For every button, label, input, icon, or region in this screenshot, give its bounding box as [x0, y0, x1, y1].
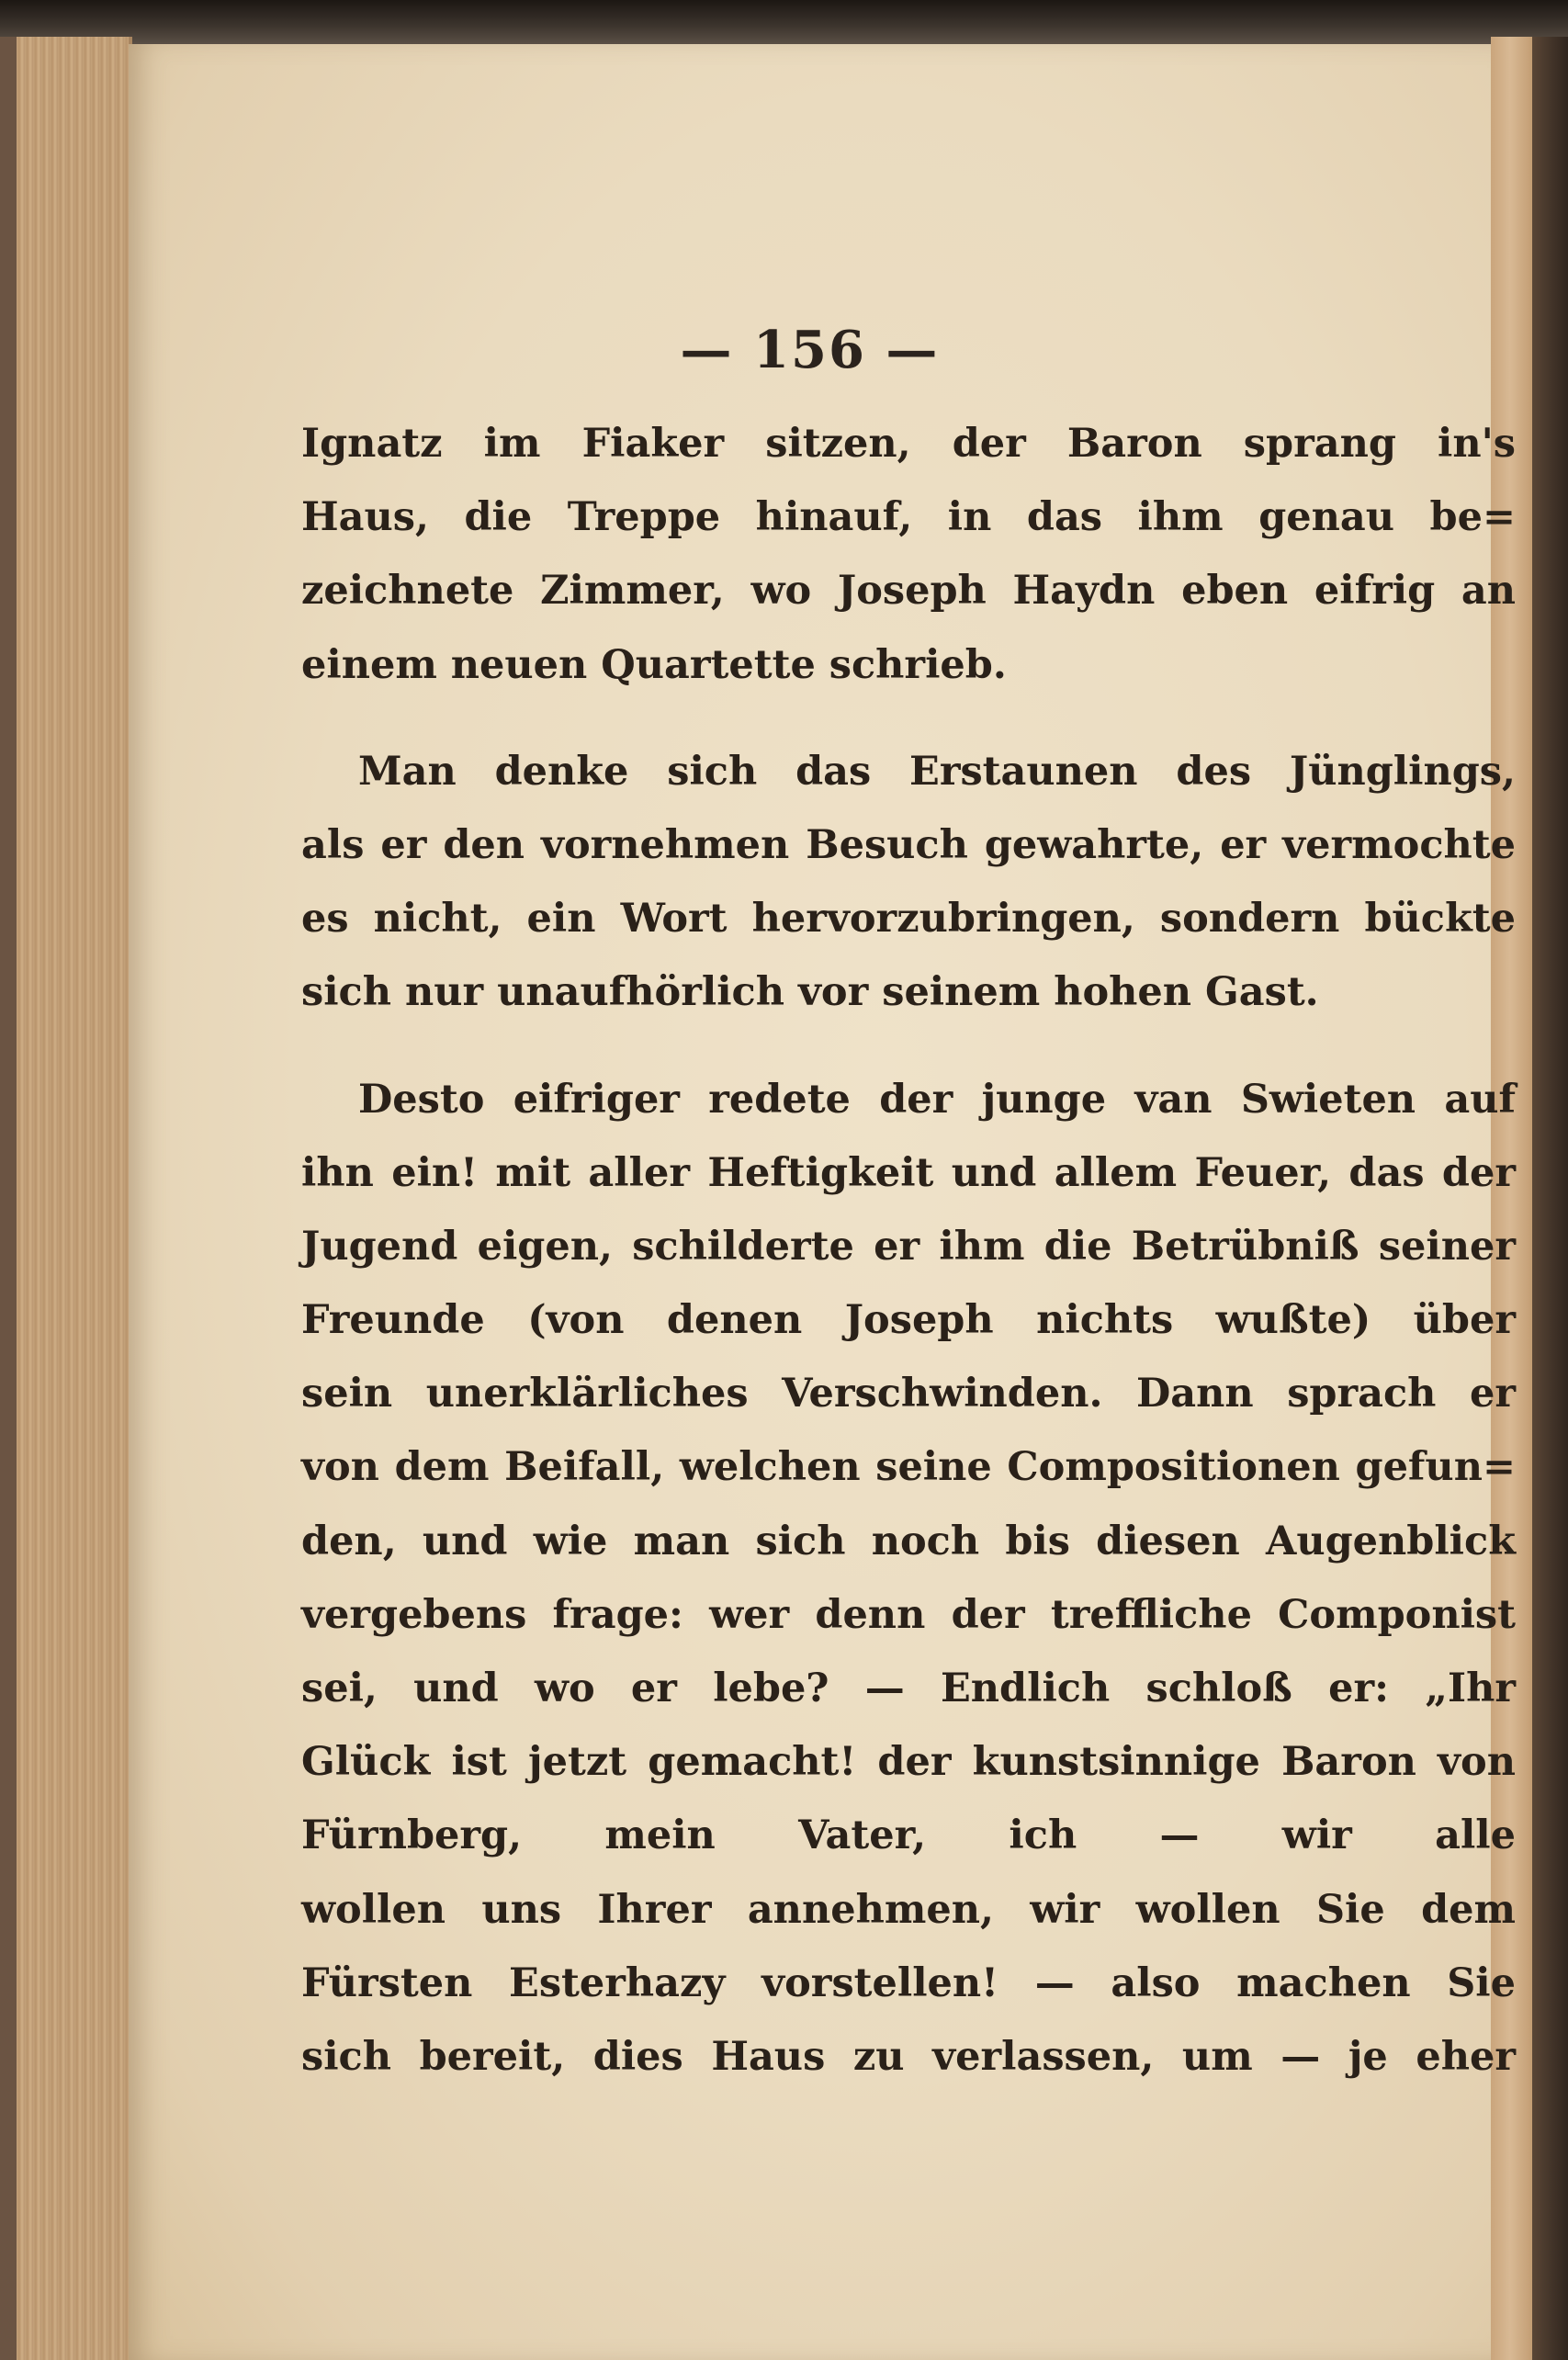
text-line: sein unerklärliches Verschwinden. Dann sprach er	[301, 1371, 1516, 1417]
text-line: Man denke sich das Erstaunen des Jünglings,	[358, 748, 1516, 795]
page-stack-shadow	[0, 37, 17, 2360]
text-line: zeichnete Zimmer, wo Joseph Haydn eben eifrig an	[301, 568, 1516, 615]
text-line: den, und wie man sich noch bis diesen Augenblick	[301, 1518, 1516, 1564]
page-text	[301, 407, 1516, 2094]
page-stack-left	[0, 37, 132, 2360]
text-line: einem neuen Quartette schrieb.	[301, 641, 1007, 688]
text-line: Fürnberg, mein Vater, ich — wir alle	[301, 1812, 1516, 1859]
book-cover-edge-right	[1532, 37, 1568, 2360]
text-line: als er den vornehmen Besuch gewahrte, er vermochte	[301, 821, 1516, 868]
text-line: Glück ist jetzt gemacht! der kunstsinnige Baron von	[301, 1739, 1516, 1786]
text-line: wollen uns Ihrer annehmen, wir wollen Sie dem	[301, 1886, 1516, 1933]
paragraph-gap	[301, 702, 1516, 735]
text-line: sei, und wo er lebe? — Endlich schloß er: „Ihr	[301, 1666, 1516, 1711]
text-line: vergebens frage: wer denn der treffliche Componist	[301, 1591, 1516, 1638]
text-line: von dem Beifall, welchen seine Compositionen gefun=	[301, 1444, 1516, 1491]
text-line: es nicht, ein Wort hervorzubringen, sondern bückte	[301, 896, 1516, 943]
text-line: Desto eifriger redete der junge van Swieten auf	[358, 1076, 1516, 1123]
text-line: Jugend eigen, schilderte er ihm die Betrübniß seiner	[301, 1223, 1516, 1270]
text-line: sich nur unaufhörlich vor seinem hohen Gast.	[301, 969, 1319, 1016]
paragraph-gap	[301, 1030, 1516, 1063]
book-page	[129, 44, 1516, 2360]
text-line: ihn ein! mit aller Heftigkeit und allem Feuer, das der	[301, 1149, 1516, 1196]
text-line: Freunde (von denen Joseph nichts wußte) über	[301, 1297, 1516, 1344]
page-number: — 156 —	[680, 320, 940, 380]
text-line: Haus, die Treppe hinauf, in das ihm genau be=	[301, 494, 1516, 541]
text-line: sich bereit, dies Haus zu verlassen, um — je eher	[301, 2033, 1516, 2080]
text-line: Fürsten Esterhazy vorstellen! — also machen Sie	[301, 1959, 1516, 2006]
text-line: Ignatz im Fiaker sitzen, der Baron sprang in's	[301, 421, 1516, 467]
